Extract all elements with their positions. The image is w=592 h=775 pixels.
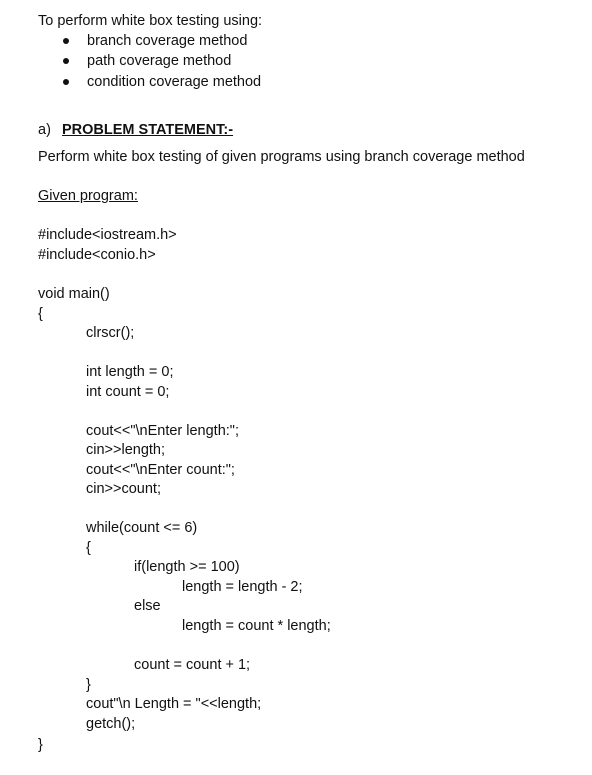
- intro-text: To perform white box testing using:: [38, 13, 263, 29]
- code-line: }: [86, 677, 91, 693]
- code-line: cout<<"\nEnter length:";: [86, 423, 239, 439]
- code-line: count = count + 1;: [134, 657, 251, 673]
- code-line: #include<conio.h>: [38, 247, 156, 263]
- section-heading: PROBLEM STATEMENT:-: [62, 122, 234, 138]
- bullet-item-3: condition coverage method: [87, 74, 262, 90]
- bullet-dot-1: [63, 38, 69, 44]
- code-line: length = length - 2;: [182, 579, 303, 595]
- code-line: }: [38, 737, 43, 753]
- code-line: clrscr();: [86, 325, 135, 341]
- code-line: int count = 0;: [86, 384, 170, 400]
- bullet-dot-2: [63, 58, 69, 64]
- code-line: if(length >= 100): [134, 559, 240, 575]
- code-line: getch();: [86, 716, 136, 732]
- code-line: {: [86, 540, 91, 556]
- bullet-item-1: branch coverage method: [87, 33, 248, 49]
- code-line: cout"\n Length = "<<length;: [86, 696, 262, 712]
- bullet-item-2: path coverage method: [87, 53, 232, 69]
- bullet-dot-3: [63, 79, 69, 85]
- code-line: length = count * length;: [182, 618, 331, 634]
- section-marker: a): [38, 122, 51, 138]
- code-line: {: [38, 306, 43, 322]
- code-line: cout<<"\nEnter count:";: [86, 462, 235, 478]
- given-program-label: Given program:: [38, 188, 138, 204]
- code-line: else: [134, 598, 161, 614]
- code-line: void main(): [38, 286, 110, 302]
- code-line: cin>>length;: [86, 442, 166, 458]
- code-line: int length = 0;: [86, 364, 174, 380]
- code-line: while(count <= 6): [86, 520, 198, 536]
- problem-statement: Perform white box testing of given programs using branch coverage method: [38, 149, 525, 165]
- code-line: cin>>count;: [86, 481, 161, 497]
- code-line: #include<iostream.h>: [38, 227, 177, 243]
